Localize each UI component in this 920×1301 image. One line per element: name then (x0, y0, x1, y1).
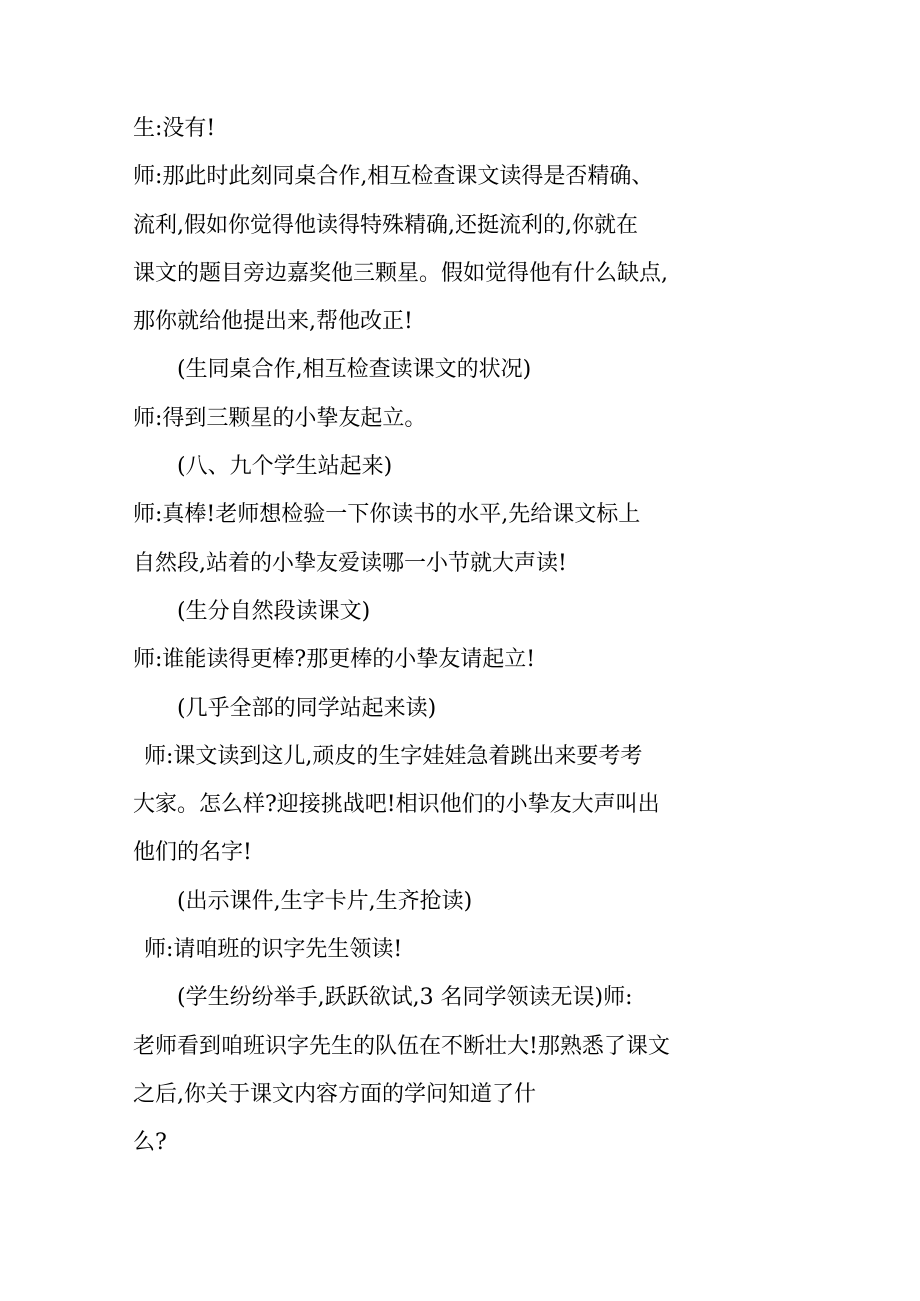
dialogue-line-teacher: 师:谁能读得更棒?那更棒的小挚友请起立! (133, 647, 536, 673)
dialogue-line-continuation: 那你就给他提出来,帮他改正! (133, 309, 413, 335)
stage-direction-line: (生分自然段读课文) (133, 598, 371, 624)
stage-direction-line: (学生纷纷举手,跃跃欲试,3 名同学领读无误)师: (133, 985, 633, 1011)
stage-direction-line: (生同桌合作,相互检查读课文的状况) (133, 357, 532, 383)
dialogue-line-student: 生:没有! (133, 116, 216, 141)
dialogue-line-continuation: 之后,你关于课文内容方面的学问知道了什 (133, 1081, 536, 1107)
dialogue-line-teacher: 师:课文读到这儿,顽皮的生字娃娃急着跳出来要考考 (133, 743, 643, 769)
dialogue-line-continuation: 自然段,站着的小挚友爱读哪一小节就大声读! (133, 550, 567, 576)
dialogue-line-continuation: 课文的题目旁边嘉奖他三颗星。假如觉得他有什么缺点, (133, 260, 668, 286)
stage-direction-line: (出示课件,生字卡片,生齐抢读) (133, 888, 473, 914)
stage-direction-line: (几乎全部的同学站起来读) (133, 695, 437, 721)
dialogue-line-teacher: 师:真棒!老师想检验一下你读书的水平,先给课文标上 (133, 502, 641, 528)
dialogue-line-continuation: 他们的名字! (133, 840, 252, 866)
dialogue-line-continuation: 么? (133, 1130, 167, 1156)
stage-direction-line: (八、九个学生站起来) (133, 454, 393, 480)
dialogue-line-continuation: 老师看到咱班识字先生的队伍在不断壮大!那熟悉了课文 (133, 1033, 670, 1059)
dialogue-line-continuation: 流利,假如你觉得他读得特殊精确,还挺流利的,你就在 (133, 212, 638, 238)
dialogue-line-teacher: 师:那此时此刻同桌合作,相互检查课文读得是否精确、 (133, 164, 654, 190)
dialogue-line-teacher: 师:得到三颗星的小挚友起立。 (133, 405, 427, 431)
dialogue-line-continuation: 大家。怎么样?迎接挑战吧!相识他们的小挚友大声叫出 (133, 792, 660, 818)
dialogue-line-teacher: 师:请咱班的识字先生领读! (133, 937, 403, 963)
